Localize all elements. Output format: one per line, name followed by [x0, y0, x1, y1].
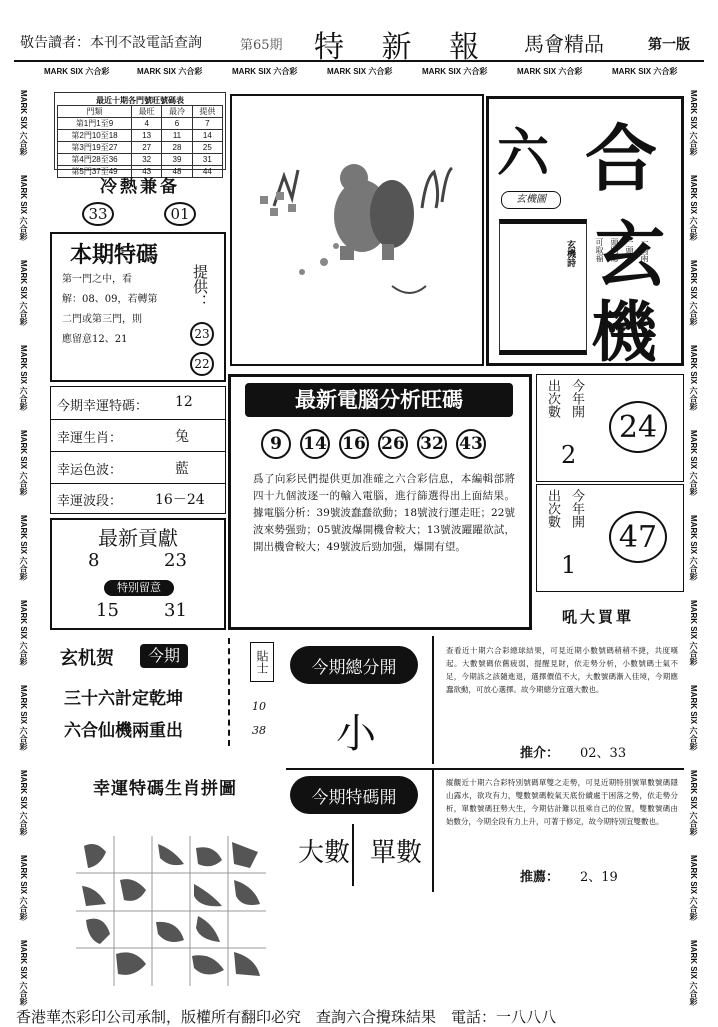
- lucky-row: [51, 483, 225, 513]
- xuanji-section: [52, 638, 242, 748]
- poster-char: 六: [497, 123, 550, 184]
- brand-mark: MARK SIX 六合彩: [19, 600, 28, 666]
- count-value: 2: [561, 441, 577, 469]
- scroll-side: 玄機詩: [565, 240, 575, 267]
- tieshi-label: 貼士: [250, 642, 274, 682]
- hot-cold-section: [54, 172, 226, 228]
- puzzle-grid: [76, 836, 266, 986]
- brand-mark: MARK SIX 六合彩: [19, 90, 28, 156]
- count-number-text: 24: [618, 409, 658, 445]
- brand-mark: MARK SIX 六合彩: [19, 260, 28, 326]
- computer-number: [417, 429, 447, 459]
- header-bar: [14, 22, 704, 65]
- poster-badge: 玄機圖: [501, 191, 561, 209]
- trend-cell: 第5門37至49: [58, 166, 132, 178]
- total-pill: [290, 646, 418, 684]
- computer-number-text: 43: [459, 434, 483, 454]
- special-open-right: 單數: [370, 838, 423, 868]
- trend-cell: 28: [162, 142, 192, 154]
- contribution-badge: 特别留意: [104, 580, 174, 596]
- poem-line: 第一門之中，看: [62, 274, 132, 285]
- poem-line: 解：08、09，若轉第: [62, 294, 158, 305]
- trend-header: 最旺: [132, 106, 162, 118]
- lucky-label: 幸運波段：: [57, 494, 123, 509]
- issue-number: 第65期: [240, 38, 283, 53]
- lucky-value: 兔: [175, 429, 189, 445]
- computer-analysis-box: [228, 374, 532, 630]
- brand-mark: MARK SIX 六合彩: [19, 770, 28, 836]
- computer-number-text: 9: [270, 434, 282, 454]
- trend-cell: 11: [162, 130, 192, 142]
- trend-table: [57, 105, 223, 178]
- xuanji-title: 玄机贺: [60, 648, 114, 669]
- computer-number: [261, 429, 291, 459]
- total-text: 查看近十期六合彩總球結果，可見近期小數號碼稍稍不捷，共度嘆起。大數號碼依舊疲弱，提醒見財，依走勢分析，小數號碼士氣不足，今期該之該隨進退，選擇價值不大，大數號碼漸入佳境，今期應蠢欲動，可放心選擇。故今期總分宜選大數也。: [446, 646, 678, 694]
- trend-table-box: [54, 92, 226, 176]
- provide-number: [190, 352, 214, 376]
- contribution-number: 31: [164, 600, 187, 621]
- poster-frame: [486, 96, 684, 371]
- hot-number-text: 33: [88, 205, 108, 223]
- brand-strip-right: [688, 90, 702, 1010]
- trend-header: 最冷: [162, 106, 192, 118]
- brand-mark: MARK SIX 六合彩: [689, 175, 698, 241]
- poem-line: 應留意12、21: [62, 334, 128, 345]
- special-code-title: 本期特碼: [70, 242, 159, 268]
- trend-cell: 31: [192, 154, 222, 166]
- special-open-rec-label: 推薦：: [520, 870, 560, 885]
- computer-number-text: 26: [381, 434, 405, 454]
- trend-table-title: 最近十期各門號旺號碼表: [96, 96, 184, 105]
- table-row: [58, 118, 223, 130]
- trend-cell: 43: [132, 166, 162, 178]
- brand-mark: MARK SIX 六合彩: [422, 67, 488, 76]
- dashed-divider: [228, 638, 230, 746]
- contribution-number: 15: [96, 600, 119, 621]
- trend-cell: 32: [132, 154, 162, 166]
- contribution-number: 23: [164, 550, 187, 571]
- special-code-poem: [62, 270, 180, 350]
- brand-mark: MARK SIX 六合彩: [19, 430, 28, 496]
- lucky-row: [51, 387, 225, 420]
- special-code-box: [50, 232, 226, 382]
- scroll-text: [506, 238, 650, 262]
- brand-mark: MARK SIX 六合彩: [689, 940, 698, 1006]
- brand-mark: MARK SIX 六合彩: [689, 90, 698, 156]
- trend-cell: 6: [162, 118, 192, 130]
- illustration-frame: [230, 94, 484, 366]
- provide-number: [190, 322, 214, 346]
- computer-number: [378, 429, 408, 459]
- brand-mark: MARK SIX 六合彩: [19, 855, 28, 921]
- trend-cell: 13: [132, 130, 162, 142]
- count-label-b: 今年開: [569, 379, 584, 418]
- vertical-rule: [432, 770, 434, 892]
- lucky-label: 幸运色波：: [57, 463, 123, 478]
- computer-number: [456, 429, 486, 459]
- computer-number: [339, 429, 369, 459]
- vertical-rule: [352, 824, 354, 886]
- brand-strip-left: [18, 90, 32, 1010]
- brand-strip-top: [44, 66, 684, 78]
- xuanji-line: 三十六計定乾坤: [64, 689, 183, 709]
- special-open-pill-text: 今期特碼開: [311, 787, 397, 808]
- total-value: 小: [336, 711, 376, 757]
- lucky-value: 藍: [175, 461, 189, 477]
- lucky-value: 16－24: [155, 492, 205, 508]
- puzzle-image: [76, 836, 266, 986]
- computer-numbers: [261, 429, 501, 463]
- brand-mark: MARK SIX 六合彩: [689, 430, 698, 496]
- lucky-label: 幸運生肖：: [57, 431, 123, 446]
- lucky-row: [51, 451, 225, 484]
- vertical-rule: [432, 636, 434, 764]
- brand-mark: MARK SIX 六合彩: [44, 67, 110, 76]
- trend-cell: 25: [192, 142, 222, 154]
- trend-cell: 第4門28至36: [58, 154, 132, 166]
- count-box-1: [536, 374, 684, 482]
- count-label-a: 出次數: [545, 379, 560, 418]
- poster-char: 玄: [595, 213, 665, 296]
- table-row: [58, 130, 223, 142]
- lucky-value: 12: [175, 394, 193, 410]
- hot-number: [82, 202, 114, 226]
- scroll-line: 頭門隱: [610, 238, 619, 262]
- brand-mark: MARK SIX 六合彩: [19, 175, 28, 241]
- total-rec-value: 02、33: [580, 746, 627, 761]
- subtitle: 馬會精品: [524, 32, 604, 56]
- trend-header: 門類: [58, 106, 132, 118]
- lucky-label: 今期幸運特碼：: [57, 399, 149, 414]
- page-number: 第一版: [648, 37, 690, 53]
- brand-mark: MARK SIX 六合彩: [689, 260, 698, 326]
- provide-number-text: 23: [194, 327, 210, 341]
- scroll: [499, 219, 649, 355]
- lucky-section: [50, 386, 226, 514]
- count-value: 1: [561, 551, 577, 579]
- poem-line: 二門或第三門，則: [62, 314, 142, 325]
- xuanji-badge: 今期: [140, 644, 188, 668]
- computer-number-text: 14: [303, 434, 327, 454]
- trend-cell: 14: [192, 130, 222, 142]
- trend-cell: 44: [192, 166, 222, 178]
- provide-number-text: 22: [194, 357, 210, 371]
- xuanji-line: 六合仙機兩重出: [64, 721, 183, 741]
- trend-cell: 第3門19至27: [58, 142, 132, 154]
- special-open-rec-value: 2、19: [580, 870, 618, 885]
- special-open-text: 縱觀近十期六合彩特別號碼單雙之走勢，可見近期特別號單數號碼隱山露水，欲攻有力，雙數號碼較氣天底份續處于困落之勢，依走勢分析，單數號碼狂勢大生，今期估計難以扭乘自己的位置，雙數號碼由始數分，今期全段有力上升，可著于修定，故今期特別宜雙數也。: [446, 778, 678, 826]
- brand-mark: MARK SIX 六合彩: [689, 685, 698, 751]
- puzzle-title: 幸運特碼生肖拼圖: [93, 779, 237, 799]
- brand-mark: MARK SIX 六合彩: [689, 855, 698, 921]
- tieshi-box: [242, 638, 280, 748]
- trend-cell: 39: [162, 154, 192, 166]
- table-row: [58, 142, 223, 154]
- scroll-line: 一碼兩: [640, 238, 649, 262]
- tiger-illustration: [232, 96, 482, 364]
- total-rec-label: 推介：: [520, 746, 560, 761]
- special-open-left: 大數: [298, 838, 351, 868]
- trend-cell: 27: [132, 142, 162, 154]
- trend-cell: 4: [132, 118, 162, 130]
- contribution-number: 8: [88, 550, 100, 571]
- table-row: [58, 154, 223, 166]
- count-label-b: 今年開: [569, 489, 584, 528]
- contribution-title: 最新貢獻: [98, 526, 178, 550]
- brand-mark: MARK SIX 六合彩: [517, 67, 583, 76]
- count-label-a: 出次數: [545, 489, 560, 528]
- page-title: 特 新 報: [314, 30, 494, 65]
- tieshi-number: 38: [252, 724, 266, 737]
- cold-number: [164, 202, 196, 226]
- brand-mark: MARK SIX 六合彩: [327, 67, 393, 76]
- count-number-text: 47: [618, 519, 658, 555]
- brand-mark: MARK SIX 六合彩: [612, 67, 678, 76]
- hot-cold-title: 冷熱兼备: [100, 177, 180, 197]
- brand-mark: MARK SIX 六合彩: [689, 600, 698, 666]
- brand-mark: MARK SIX 六合彩: [689, 345, 698, 411]
- poster-char: 機: [591, 293, 657, 371]
- trend-cell: 第1門1至9: [58, 118, 132, 130]
- scroll-line: 可取福: [595, 238, 604, 262]
- total-section: [286, 636, 684, 766]
- trend-cell: 第2門10至18: [58, 130, 132, 142]
- computer-number: [300, 429, 330, 459]
- brand-mark: MARK SIX 六合彩: [19, 345, 28, 411]
- count-number: [609, 401, 667, 453]
- computer-number-text: 32: [420, 434, 444, 454]
- brand-mark: MARK SIX 六合彩: [689, 515, 698, 581]
- footer: 香港華杰彩印公司承制，版權所有翻印必究 查詢六合攪珠結果 電話：一八八八: [16, 1008, 557, 1026]
- provide-label: 提供：: [191, 264, 209, 309]
- trend-cell: 7: [192, 118, 222, 130]
- brand-mark: MARK SIX 六合彩: [19, 515, 28, 581]
- brand-mark: MARK SIX 六合彩: [689, 770, 698, 836]
- computer-title: 最新電腦分析旺碼: [245, 383, 513, 417]
- total-pill-text: 今期總分開: [311, 657, 397, 678]
- notice: 敬告讀者：本刊不設電話查詢: [20, 35, 202, 51]
- brand-mark: MARK SIX 六合彩: [232, 67, 298, 76]
- special-open-section: [286, 768, 684, 894]
- tieshi-number: 10: [252, 700, 266, 713]
- trend-header: 提供: [192, 106, 222, 118]
- computer-text: 爲了向彩民們提供更加准確之六合彩信息，本編輯部將四十九個波逐一的輸入電腦，進行篩選得出上面結果。據電腦分析：39號波蠢蠢欲動；18號波行運走旺；22號波來勢强勁；05號波爆開機會較大；13號波躍躍欲試，開出機會較大；49號波后勁加强，爆開有望。: [253, 473, 515, 553]
- poster-char: 合: [585, 116, 658, 201]
- trend-cell: 48: [162, 166, 192, 178]
- contribution-box: [50, 518, 226, 630]
- count-number: [609, 511, 667, 563]
- brand-mark: MARK SIX 六合彩: [19, 940, 28, 1006]
- shout: 吼大買單: [562, 608, 635, 626]
- brand-mark: MARK SIX 六合彩: [137, 67, 203, 76]
- count-box-2: [536, 484, 684, 592]
- computer-number-text: 16: [342, 434, 366, 454]
- lucky-row: [51, 419, 225, 452]
- scroll-line: 一頭一: [625, 238, 634, 262]
- brand-mark: MARK SIX 六合彩: [19, 685, 28, 751]
- special-open-pill: [290, 776, 418, 814]
- cold-number-text: 01: [170, 205, 190, 223]
